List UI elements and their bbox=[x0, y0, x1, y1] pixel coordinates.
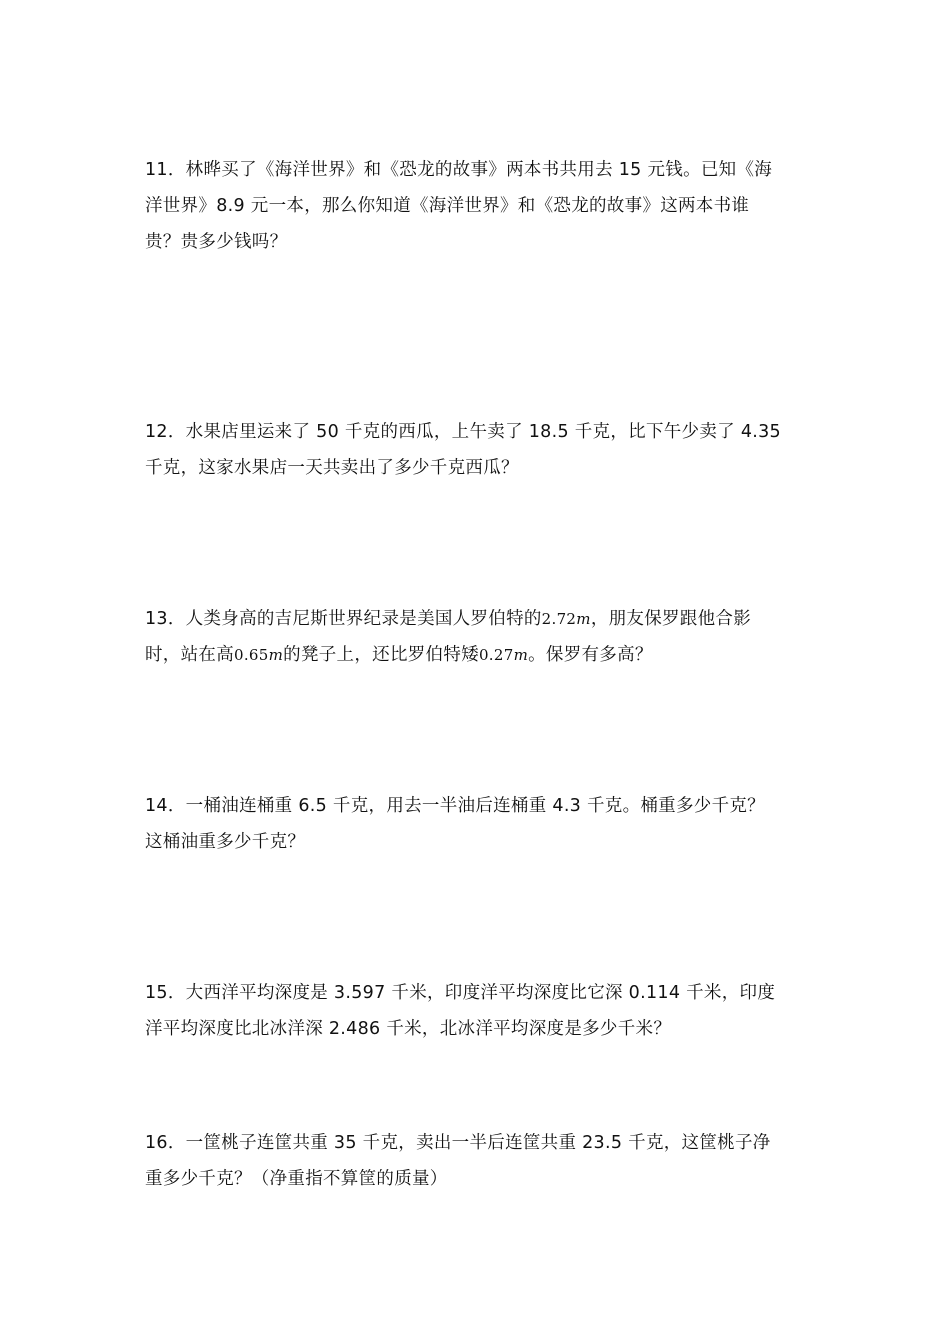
question-13 bbox=[145, 601, 810, 673]
question-13-line-2 bbox=[145, 637, 810, 673]
question-11-line-1 bbox=[145, 152, 810, 188]
question-15-line-1 bbox=[145, 975, 810, 1011]
question-text: 一筐桃子连筐共重 35 千克，卖出一半后连筐共重 23.5 千克，这筐桃子净 bbox=[185, 1133, 771, 1153]
question-text: 一桶油连桶重 6.5 千克，用去一半油后连桶重 4.3 千克。桶重多少千克？ bbox=[185, 796, 765, 816]
math-height-difference bbox=[479, 646, 528, 664]
math-value: 0.65 bbox=[234, 646, 269, 664]
math-value: 2.72 bbox=[541, 610, 577, 628]
math-value: 0.27 bbox=[478, 646, 514, 664]
question-14-line-1 bbox=[145, 788, 810, 824]
question-12-line-2: 千克，这家水果店一天共卖出了多少千克西瓜？ bbox=[145, 458, 519, 478]
math-unit: m bbox=[576, 610, 591, 628]
question-text: 的凳子上，还比罗伯特矮 bbox=[283, 645, 479, 665]
math-height-robert bbox=[542, 610, 591, 628]
question-16-line-1 bbox=[145, 1125, 810, 1161]
question-text: 人类身高的吉尼斯世界纪录是美国人罗伯特的 bbox=[185, 609, 542, 629]
question-number: 15． bbox=[145, 983, 186, 1003]
question-text: 时，站在高 bbox=[145, 645, 234, 665]
question-number: 16． bbox=[145, 1133, 186, 1153]
question-text: ，朋友保罗跟他合影 bbox=[590, 609, 752, 629]
question-15 bbox=[145, 975, 810, 1047]
question-number: 11． bbox=[145, 160, 186, 180]
question-text: 大西洋平均深度是 3.597 千米，印度洋平均深度比它深 0.114 千米，印度 bbox=[185, 983, 776, 1003]
question-15-line-2: 洋平均深度比北冰洋深 2.486 千米，北冰洋平均深度是多少千米？ bbox=[145, 1019, 672, 1039]
math-unit: m bbox=[268, 646, 284, 664]
question-number: 12． bbox=[145, 422, 186, 442]
question-number: 14． bbox=[145, 796, 186, 816]
question-11-line-2: 洋世界》8.9 元一本，那么你知道《海洋世界》和《恐龙的故事》这两本书谁 bbox=[145, 196, 750, 216]
question-14-line-2: 这桶油重多少千克？ bbox=[145, 832, 306, 852]
question-16 bbox=[145, 1125, 810, 1197]
math-unit: m bbox=[513, 646, 529, 664]
question-14 bbox=[145, 788, 810, 860]
question-16-line-2: 重多少千克？（净重指不算筐的质量） bbox=[145, 1169, 448, 1189]
math-height-stool bbox=[234, 646, 283, 664]
question-text: 水果店里运来了 50 千克的西瓜，上午卖了 18.5 千克，比下午少卖了 4.35 bbox=[185, 422, 781, 442]
question-text: 。保罗有多高？ bbox=[528, 645, 653, 665]
question-12-line-1 bbox=[145, 414, 810, 450]
question-13-line-1 bbox=[145, 601, 810, 637]
question-12 bbox=[145, 414, 810, 486]
question-number: 13． bbox=[145, 609, 186, 629]
question-11 bbox=[145, 152, 810, 260]
question-11-line-3: 贵？贵多少钱吗？ bbox=[145, 232, 288, 252]
question-text: 林晔买了《海洋世界》和《恐龙的故事》两本书共用去 15 元钱。已知《海 bbox=[185, 160, 773, 180]
